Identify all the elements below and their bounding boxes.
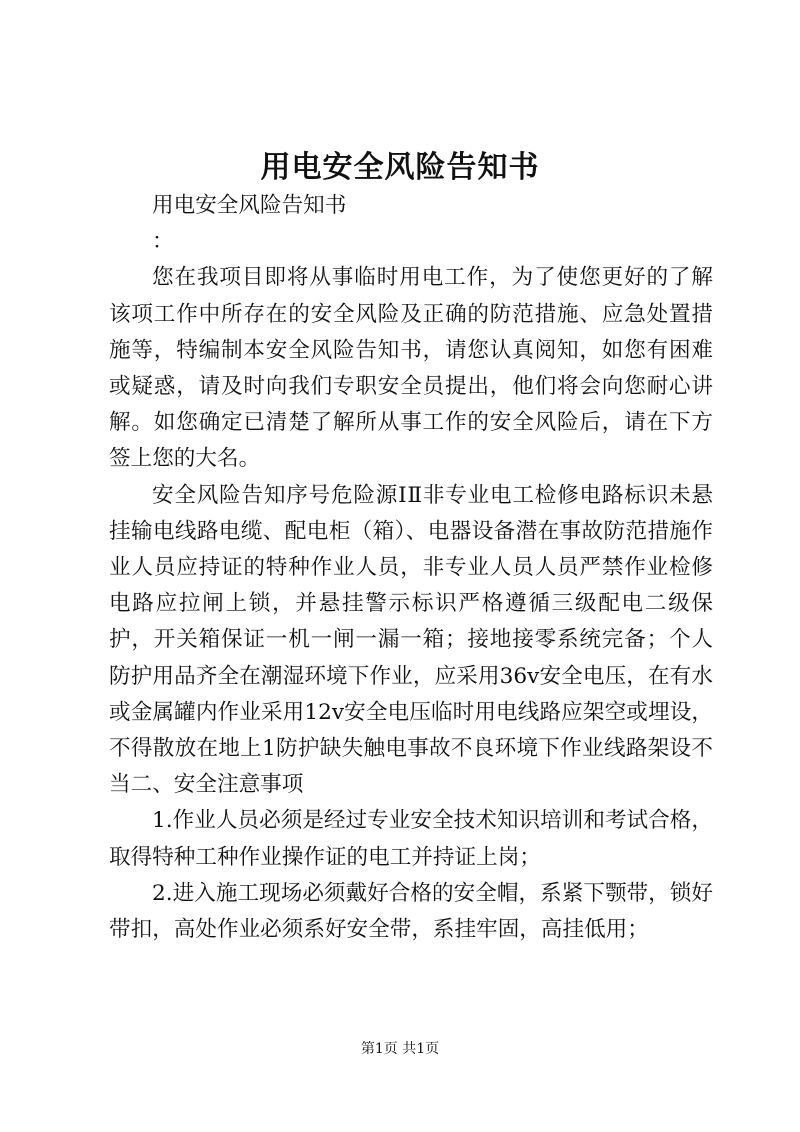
document-body xyxy=(109,188,713,948)
intro-paragraph: 您在我项目即将从事临时用电工作，为了使您更好的了解该项工作中所存在的安全风险及正确的防范措施、应急处置措施等，特编制本安全风险告知书，请您认真阅知，如您有困难或疑惑，请及时向我们专职安全员提出，他们将会向您耐心讲解。如您确定已清楚了解所从事工作的安全风险后，请在下方签上您的大名。 xyxy=(109,265,713,472)
salutation-line: ： xyxy=(152,229,174,255)
safety-item-2: 2.进入施工现场必须戴好合格的安全帽，系紧下颚带，锁好带扣，高处作业必须系好安全带，系挂牢固，高挂低用； xyxy=(109,880,713,943)
document-title: 用电安全风险告知书 xyxy=(260,150,540,185)
risk-notice-paragraph: 安全风险告知序号危险源ⅠⅡ非专业电工检修电路标识未悬挂输电线路电缆、配电柜（箱）、电器设备潜在事故防范措施作业人员应持证的特种作业人员，非专业人员人员严禁作业检修电路应拉闸上锁，并悬挂警示标识严格遵循三级配电二级保护，开关箱保证一机一闸一漏一箱；接地接零系统完备；个人防护用品齐全在潮湿环境下作业，应采用36v安全电压，在有水或金属罐内作业采用12v安全电压临时用电线路应架空或埋设，不得散放在地上1防护缺失触电事故不良环境下作业线路架设不当二、安全注意事项 xyxy=(109,482,713,798)
document-subtitle: 用电安全风险告知书 xyxy=(152,193,347,218)
safety-item-1: 1.作业人员必须是经过专业安全技术知识培训和考试合格，取得特种工种作业操作证的电工并持证上岗； xyxy=(109,808,713,870)
page-footer: 第1页 共1页 xyxy=(360,1041,440,1057)
